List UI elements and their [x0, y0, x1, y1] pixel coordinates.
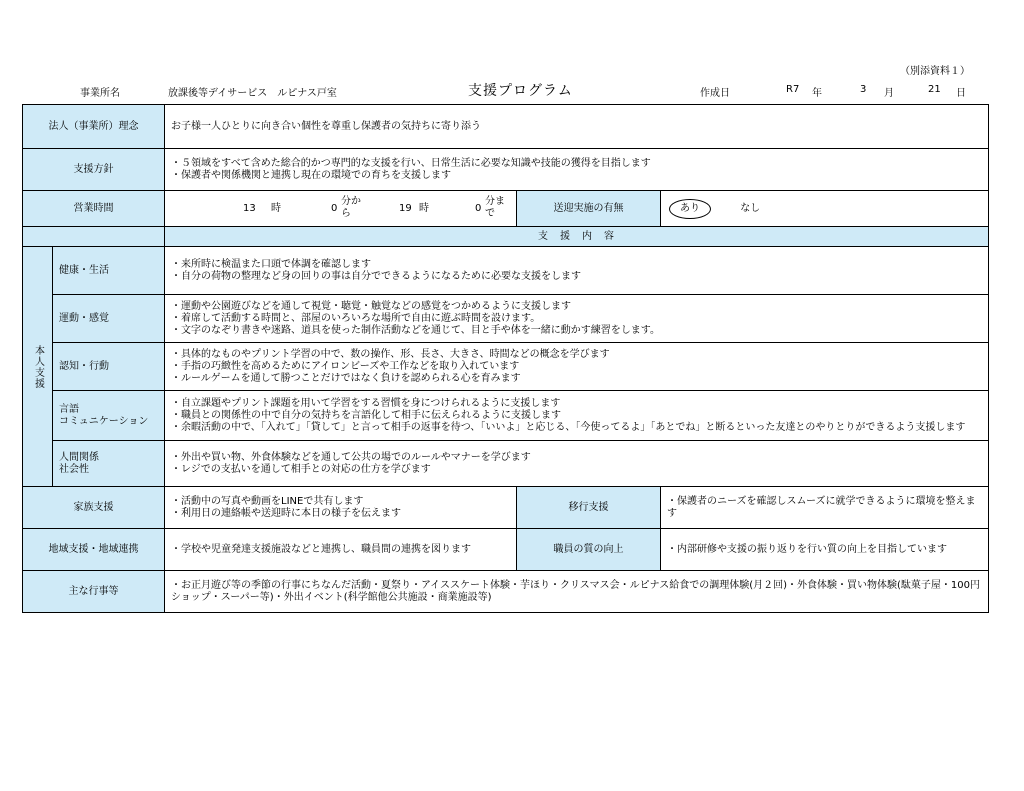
support-line: ・余暇活動の中で、「入れて」「貸して」と言って相手の返事を待つ、「いいよ」と応じる、「今使ってるよ」「あとでね」と断るといった友達とのやりとりができるよう支援します: [171, 421, 966, 433]
philosophy-label: 法人（事業所）理念: [23, 105, 165, 149]
transport-no: なし: [740, 202, 761, 214]
start-hour-unit: 時: [271, 202, 281, 214]
community-staff-row: [23, 529, 989, 571]
content-header: 支 援 内 容: [165, 227, 989, 247]
support-line: ・着席して活動する時間と、部屋のいろいろな場所で自由に遊ぶ時間を設けます。: [171, 312, 541, 324]
social-relations-label: [53, 441, 165, 487]
support-line: ・手指の巧緻性を高めるためにアイロンビーズや工作などを取り入れています: [171, 360, 520, 372]
transport-yes-circled: あり: [669, 199, 711, 219]
support-line: ・活動中の写真や動画をLINEで共有します: [171, 495, 364, 507]
health-life-text: [165, 247, 989, 295]
support-program-table: [22, 104, 989, 613]
support-line: ・運動や公園遊びなどを通して視覚・聴覚・触覚などの感覚をつかめるように支援します: [171, 300, 571, 312]
start-hour: 13: [243, 202, 256, 214]
support-line: ・ルールゲームを通して勝つことだけではなく負けを認められる心を育みます: [171, 372, 521, 384]
hours-label: 営業時間: [23, 191, 165, 227]
label-line: 言語: [59, 403, 79, 415]
language-communication-text: [165, 391, 989, 441]
staff-quality-text: ・内部研修や支援の振り返りを行い質の向上を目指しています: [661, 529, 989, 571]
created-label: 作成日: [700, 88, 730, 99]
self-support-row: [23, 391, 989, 441]
support-line: ・来所時に検温また口頭で体調を確認します: [171, 258, 371, 270]
philosophy-row: [23, 105, 989, 149]
policy-label: 支援方針: [23, 149, 165, 191]
social-relations-text: [165, 441, 989, 487]
transition-support-text: ・保護者のニーズを確認しスムーズに就学できるように環境を整えます: [661, 487, 989, 529]
office-label: 事業所名: [80, 88, 120, 99]
attachment-note: （別添資料１）: [900, 66, 970, 77]
transport-value: [661, 191, 989, 227]
transport-label: 送迎実施の有無: [517, 191, 661, 227]
page-title: 支援プログラム: [468, 83, 573, 99]
content-header-row: [23, 227, 989, 247]
language-communication-label: [53, 391, 165, 441]
events-text: ・お正月遊び等の季節の行事にちなんだ活動・夏祭り・アイススケート体験・芋ほり・クリスマス会・ルピナス給食での調理体験(月２回)・外食体験・買い物体験(駄菓子屋・100円ショップ・スーパー等)・外出イベント(科学館他公共施設・商業施設等): [165, 571, 989, 613]
self-support-label-text: 本人支援: [32, 344, 44, 389]
cognition-behavior-text: [165, 343, 989, 391]
content-header-spacer: [23, 227, 165, 247]
motor-sensory-label: 運動・感覚: [53, 295, 165, 343]
policy-text: [165, 149, 989, 191]
support-line: ・利用日の連絡帳や送迎時に本日の様子を伝えます: [171, 507, 401, 519]
day-value: 21: [928, 84, 941, 95]
support-line: ・自分の荷物の整理など身の回りの事は自分でできるようになるために必要な支援をします: [171, 270, 581, 282]
month-unit: 月: [884, 88, 894, 99]
self-support-row: [23, 343, 989, 391]
hours-row: [23, 191, 989, 227]
end-hour-unit: 時: [419, 202, 429, 214]
philosophy-text: お子様一人ひとりに向き合い個性を尊重し保護者の気持ちに寄り添う: [165, 105, 989, 149]
support-line: ・自立課題やプリント課題を用いて学習をする習慣を身につけられるように支援します: [171, 397, 561, 409]
hours-value: [165, 191, 517, 227]
office-name: 放課後等デイサービス ルピナス戸室: [168, 88, 337, 99]
end-minute-suffix: 分まで: [485, 195, 505, 219]
label-line: コミュニケーション: [59, 415, 149, 427]
community-text: ・学校や児童発達支援施設などと連携し、職員間の連携を図ります: [165, 529, 517, 571]
self-support-row: [23, 441, 989, 487]
label-line: 人間関係: [59, 451, 99, 463]
policy-row: [23, 149, 989, 191]
self-support-label: [23, 247, 53, 487]
created-era: R7: [786, 84, 800, 95]
support-line: ・職員との関係性の中で自分の気持ちを言語化して相手に伝えられるように支援します: [171, 409, 561, 421]
staff-quality-label: 職員の質の向上: [517, 529, 661, 571]
support-line: ・具体的なものやプリント学習の中で、数の操作、形、長さ、大きさ、時間などの概念を学びます: [171, 348, 610, 360]
end-hour: 19: [399, 202, 412, 214]
end-minute: 0: [475, 202, 482, 214]
year-unit: 年: [812, 88, 822, 99]
events-row: [23, 571, 989, 613]
events-label: 主な行事等: [23, 571, 165, 613]
day-unit: 日: [956, 88, 966, 99]
month-value: 3: [860, 84, 867, 95]
family-transition-row: [23, 487, 989, 529]
self-support-row: [23, 295, 989, 343]
family-support-text: [165, 487, 517, 529]
start-minute-suffix: 分から: [341, 195, 361, 219]
support-line: ・レジでの支払いを通して相手との対応の仕方を学びます: [171, 463, 431, 475]
family-support-label: 家族支援: [23, 487, 165, 529]
transition-support-label: 移行支援: [517, 487, 661, 529]
motor-sensory-text: [165, 295, 989, 343]
support-line: ・外出や買い物、外食体験などを通して公共の場でのルールやマナーを学びます: [171, 451, 531, 463]
self-support-row: [23, 247, 989, 295]
policy-line: ・５領域をすべて含めた総合的かつ専門的な支援を行い、日常生活に必要な知識や技能の獲得を目指します: [171, 157, 651, 169]
label-line: 社会性: [59, 463, 89, 475]
start-minute: 0: [331, 202, 338, 214]
policy-line: ・保護者や関係機関と連携し現在の環境での育ちを支援します: [171, 169, 451, 181]
cognition-behavior-label: 認知・行動: [53, 343, 165, 391]
support-line: ・文字のなぞり書きや迷路、道具を使った制作活動などを通じて、目と手や体を一緒に動かす練習をします。: [171, 324, 660, 336]
community-label: 地域支援・地域連携: [23, 529, 165, 571]
health-life-label: 健康・生活: [53, 247, 165, 295]
